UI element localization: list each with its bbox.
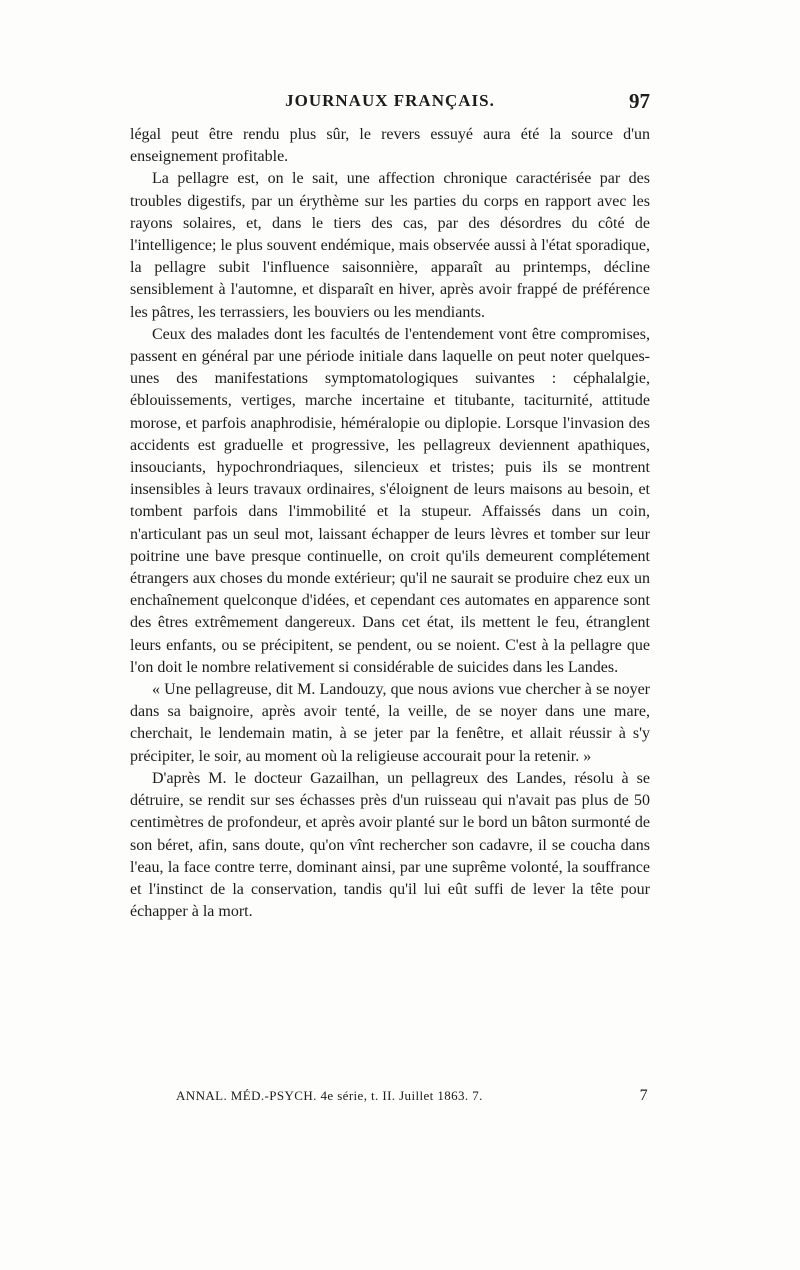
page-number: 97 — [629, 89, 650, 113]
page-footer — [176, 1084, 648, 1108]
body-text — [130, 124, 650, 923]
signature-line: ANNAL. MÉD.-PSYCH. 4e série, t. II. Juillet 1863. 7. — [176, 1088, 483, 1103]
paragraph-landouzy-quote: « Une pellagreuse, dit M. Landouzy, que nous avions vue chercher à se noyer dans sa baignoire, après avoir tenté, la veille, de se noyer dans une mare, cherchait, le lendemain matin, à se jeter par la fenêtre, et allait réussir à s'y précipiter, le soir, au moment où la religieuse accourait pour la retenir. » — [130, 681, 650, 765]
paragraph-pellagra-definition: La pellagre est, on le sait, une affection chronique caractérisée par des troubles digestifs, par un érythème sur les parties du corps en rapport avec les rayons solaires, et, dans le tiers des cas, par des désordres du côté de l'intelligence; le plus souvent endémique, mais observée aussi à l'état sporadique, la pellagre subit l'influence saisonnière, apparaît au printemps, décline sensiblement à l'automne, et disparaît en hiver, après avoir frappé de préférence les pâtres, les terrassiers, les bouviers ou les mendiants. — [130, 170, 650, 321]
paragraph-symptoms: Ceux des malades dont les facultés de l'entendement vont être compromises, passent en général par une période initiale dans laquelle on peut noter quelques-unes des manifestations symptomatologiques suivantes : céphalalgie, éblouissements, vertiges, marche incertaine et titubante, taciturnité, attitude morose, et parfois anaphrodisie, héméralopie ou diplopie. Lorsque l'invasion des accidents est graduelle et progressive, les pellagreux deviennent apathiques, insouciants, hypochrondriaques, silencieux et tristes; puis ils se montrent insensibles à leurs travaux ordinaires, s'éloignent de leurs maisons au besoin, et tombent parfois dans l'immobilité et la stupeur. Affaissés dans un coin, n'articulant pas un seul mot, laissant échapper de leurs lèvres et tomber sur leur poitrine une bave presque continuelle, on croit qu'ils demeurent complétement étrangers aux choses du monde extérieur; qu'il ne saurait se produire chez eux un enchaînement quelconque d'idées, et cependant ces automates en apparence sont des êtres extrêmement dangereux. Dans cet état, ils mettent le feu, étranglent leurs enfants, ou se précipitent, se pendent, ou se noient. C'est à la pellagre que l'on doit le nombre relativement si considérable de suicides dans les Landes. — [130, 325, 650, 676]
paragraph-continuation: légal peut être rendu plus sûr, le revers essuyé aura été la source d'un enseignement profitable. — [130, 126, 650, 166]
sheet-number: 7 — [639, 1087, 648, 1104]
paragraph-gazailhan-case: D'après M. le docteur Gazailhan, un pellagreux des Landes, résolu à se détruire, se rendit sur ses échasses près d'un ruisseau qui n'avait pas plus de 50 centimètres de profondeur, et après avoir planté sur le bord un bâton surmonté de son béret, afin, sans doute, qu'on vînt rechercher son cadavre, il se coucha dans l'eau, la face contre terre, dominant ainsi, par une suprême volonté, la souffrance et l'instinct de la conservation, tandis qu'il lui eût suffi de lever la tête pour échapper à la mort. — [130, 769, 650, 921]
running-head — [130, 88, 650, 114]
running-title: JOURNAUX FRANÇAIS. — [285, 91, 495, 110]
